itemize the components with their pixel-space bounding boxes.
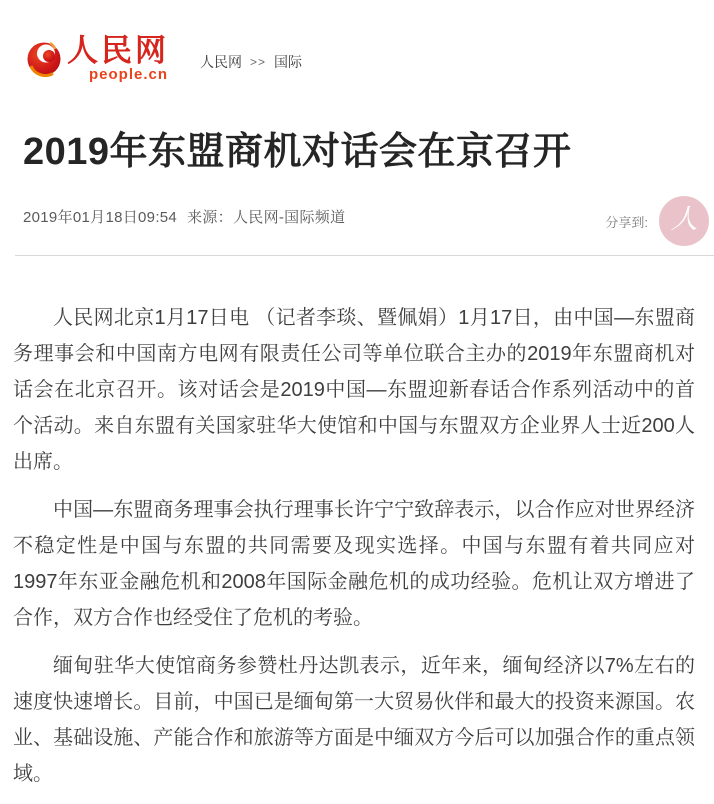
source-name[interactable]: 人民网-国际频道 (232, 209, 346, 226)
article-paragraph: 人民网北京1月17日电 （记者李琰、暨佩娟）1月17日，由中国—东盟商务理事会和中国南方电网有限责任公司等单位联合主办的2019年东盟商机对话会在北京召开。该对话会是2019中国—东盟迎新春话合作系列活动中的首个活动。来自东盟有关国家驻华大使馆和中国与东盟双方企业界人士近200人出席。 (13, 307, 695, 473)
breadcrumb-section-link[interactable]: 国际 (274, 54, 303, 70)
article-meta (23, 206, 345, 227)
people-cn-logo[interactable] (26, 34, 169, 82)
source-label: 来源： (187, 209, 233, 226)
breadcrumb-site-link[interactable]: 人民网 (200, 54, 242, 70)
page-title: 2019年东盟商机对话会在京召开 (23, 131, 572, 173)
people-cn-globe-icon (26, 36, 64, 80)
breadcrumb-separator: >> (250, 55, 267, 69)
people-daily-share-icon[interactable]: 人 (659, 196, 709, 246)
breadcrumb (200, 52, 302, 72)
header-content-divider (15, 255, 714, 256)
article-body (13, 300, 695, 804)
article-paragraph: 中国—东盟商务理事会执行理事长许宁宁致辞表示，以合作应对世界经济不稳定性是中国与东盟的共同需要及现实选择。中国与东盟有着共同应对1997年东亚金融危机和2008年国际金融危机的成功经验。危机让双方增进了合作，双方合作也经受住了危机的考验。 (13, 499, 695, 629)
publish-datetime: 2019年01月18日09:54 (23, 209, 178, 226)
brand-name: 人民网 (67, 33, 169, 69)
share-label: 分享到: (605, 214, 648, 230)
brand-domain: people.cn (88, 66, 168, 83)
article-paragraph: 缅甸驻华大使馆商务参赞杜丹达凯表示，近年来，缅甸经济以7%左右的速度快速增长。目前，中国已是缅甸第一大贸易伙伴和最大的投资来源国。农业、基础设施、产能合作和旅游等方面是中缅双方今后可以加强合作的重点领域。 (13, 655, 695, 785)
share-area (605, 196, 709, 246)
